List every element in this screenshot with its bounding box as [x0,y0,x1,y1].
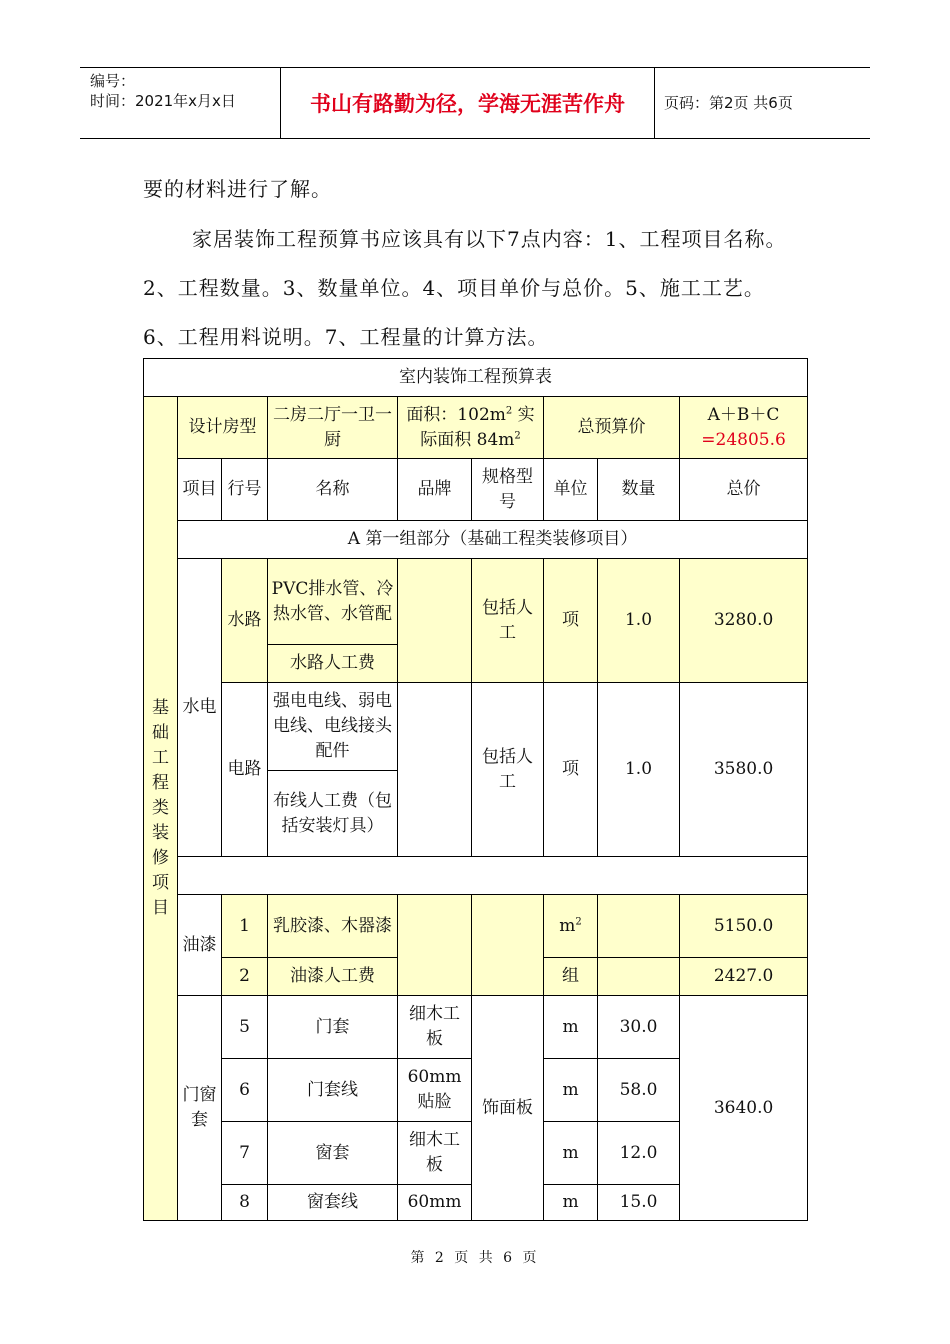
door-row-no: 6 [222,1059,268,1122]
paint-row-total: 2427.0 [680,958,808,996]
area-info: 面积：$102m^2$ 实际面积 $84m^2$ [398,397,544,459]
door-row-brand: 60mm贴脸 [398,1059,472,1122]
door-row-unit: m [544,1185,598,1221]
water-route-label: 水路 [222,559,268,683]
elec-unit: 项 [544,683,598,857]
col-brand: 品牌 [398,459,472,521]
door-row-unit: m [544,1122,598,1185]
elec-total: 3580.0 [680,683,808,857]
col-total: 总价 [680,459,808,521]
budget-table [143,358,808,1221]
section-a-title: A 第一组部分（基础工程类装修项目） [178,521,808,559]
paint-row-no: 1 [222,895,268,958]
blank-row [178,857,808,895]
door-row-unit: m [544,1059,598,1122]
door-spec: 饰面板 [472,996,544,1221]
header-motto: 书山有路勤为径，学海无涯苦作舟 [280,68,655,138]
door-row-brand: 细木工板 [398,1122,472,1185]
door-row-qty: 58.0 [598,1059,680,1122]
paint-row-no: 2 [222,958,268,996]
door-row-qty: 30.0 [598,996,680,1059]
page-code: 页码：第2页 共6页 [664,94,793,112]
page-header [80,67,870,139]
water-unit: 项 [544,559,598,683]
header-meta [80,68,280,138]
paint-row-qty [598,895,680,958]
paint-label: 油漆 [178,895,222,996]
elec-route-label: 电路 [222,683,268,857]
page-footer: 第 2 页 共 6 页 [410,1250,540,1266]
number-label: 编号： [90,72,136,90]
paint-row-name: 乳胶漆、木器漆 [268,895,398,958]
paint-row-unit: 组 [544,958,598,996]
elec-brand [398,683,472,857]
body-line-4: 6、工程用料说明。7、工程量的计算方法。 [143,325,549,349]
body-line-3: 2、工程数量。3、数量单位。4、项目单价与总价。5、施工工艺。 [143,276,765,300]
door-row-name: 门套线 [268,1059,398,1122]
water-labor: 水路人工费 [268,645,398,683]
col-spec: 规格型号 [472,459,544,521]
water-qty: 1.0 [598,559,680,683]
col-unit: 单位 [544,459,598,521]
door-row-name: 窗套 [268,1122,398,1185]
water-brand [398,559,472,683]
total-value-cell [680,397,808,459]
paint-row-unit: $m^2$ [544,895,598,958]
door-label: 门窗套 [178,996,222,1221]
door-row-name: 窗套线 [268,1185,398,1221]
col-name: 名称 [268,459,398,521]
col-item: 项目 [178,459,222,521]
door-row-qty: 12.0 [598,1122,680,1185]
water-spec: 包括人工 [472,559,544,683]
total-label: 总预算价 [544,397,680,459]
col-row-no: 行号 [222,459,268,521]
table-title: 室内装饰工程预算表 [144,359,808,397]
door-row-brand: 细木工板 [398,996,472,1059]
body-line-1: 要的材料进行了解。 [143,177,332,201]
door-row-no: 7 [222,1122,268,1185]
door-total: 3640.0 [680,996,808,1221]
total-formula: A＋B＋C [707,404,780,425]
paint-row-name: 油漆人工费 [268,958,398,996]
elec-labor: 布线人工费（包括安装灯具） [268,771,398,857]
door-row-no: 8 [222,1185,268,1221]
door-row-no: 5 [222,996,268,1059]
paint-spec [472,895,544,996]
house-type-label: 设计房型 [178,397,268,459]
paint-brand [398,895,472,996]
elec-qty: 1.0 [598,683,680,857]
door-row-unit: m [544,996,598,1059]
total-value: =24805.6 [701,429,786,450]
water-total: 3280.0 [680,559,808,683]
paint-row-total: 5150.0 [680,895,808,958]
water-elec-label: 水电 [178,559,222,857]
door-row-brand: 60mm [398,1185,472,1221]
house-type-value: 二房二厅一卫一厨 [268,397,398,459]
col-qty: 数量 [598,459,680,521]
water-materials: PVC排水管、冷热水管、水管配 [268,559,398,645]
door-row-qty: 15.0 [598,1185,680,1221]
door-row-name: 门套 [268,996,398,1059]
body-line-2: 家居装饰工程预算书应该具有以下7点内容：1、工程项目名称。 [192,227,787,251]
elec-materials: 强电电线、弱电电线、电线接头配件 [268,683,398,771]
elec-spec: 包括人工 [472,683,544,857]
time-label: 时间：2021年x月x日 [90,92,236,110]
paint-row-qty [598,958,680,996]
side-label: 基 础 工 程 类 装 修 项 目 [144,397,178,1221]
